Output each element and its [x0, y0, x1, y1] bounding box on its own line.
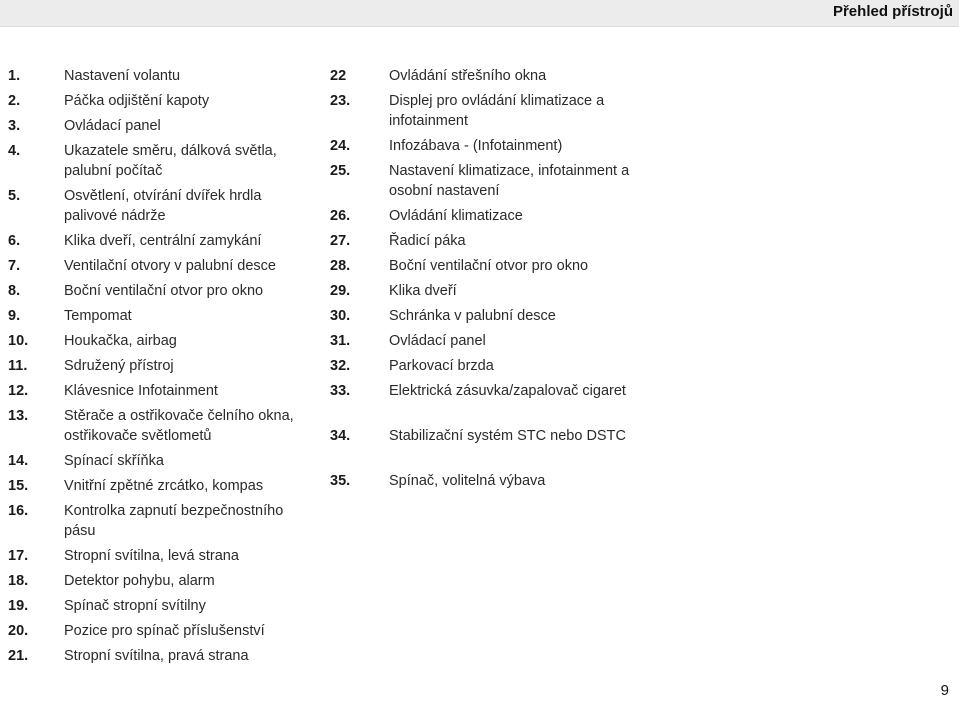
page-title: Přehled přístrojů	[832, 3, 953, 20]
item-text: Boční ventilační otvor pro okno	[389, 258, 589, 274]
item-text: Boční ventilační otvor pro okno	[64, 283, 264, 299]
list-item	[8, 116, 308, 141]
item-text: Infozábava - (Infotainment)	[389, 138, 563, 154]
item-number: 30.	[330, 308, 351, 324]
item-number: 33.	[330, 383, 351, 399]
item-text: Sdružený přístroj	[64, 358, 174, 374]
list-item	[330, 471, 630, 496]
item-text: Klika dveří	[389, 283, 457, 299]
list-item	[330, 306, 630, 331]
item-text: Stabilizační systém STC nebo DSTC	[389, 428, 626, 444]
list-item	[8, 91, 308, 116]
item-text: Elektrická zásuvka/zapalovač cigaret	[389, 383, 626, 399]
list-item	[8, 141, 308, 186]
list-item	[330, 91, 630, 136]
item-number: 8.	[8, 283, 21, 299]
list-item	[330, 426, 630, 471]
item-number: 16.	[8, 503, 29, 519]
list-item	[330, 231, 630, 256]
list-item	[8, 571, 308, 596]
list-item	[8, 186, 308, 231]
list-item	[8, 356, 308, 381]
list-item	[8, 231, 308, 256]
item-number: 1.	[8, 68, 21, 84]
item-number: 3.	[8, 118, 21, 134]
item-text: Řadicí páka	[389, 233, 466, 249]
item-text: Detektor pohybu, alarm	[64, 573, 215, 589]
item-number: 35.	[330, 473, 351, 489]
item-text: Displej pro ovládání klimatizace a infotainment	[389, 93, 605, 129]
item-number: 4.	[8, 143, 21, 159]
list-item	[8, 546, 308, 571]
item-text: Klávesnice Infotainment	[64, 383, 218, 399]
item-number: 20.	[8, 623, 29, 639]
item-text: Ventilační otvory v palubní desce	[64, 258, 276, 274]
list-item	[8, 281, 308, 306]
item-text: Stropní svítilna, pravá strana	[64, 648, 249, 664]
list-item	[330, 381, 630, 426]
item-number: 13.	[8, 408, 29, 424]
list-item	[330, 136, 630, 161]
item-number: 29.	[330, 283, 351, 299]
item-text: Ovládání klimatizace	[389, 208, 523, 224]
item-number: 11.	[8, 358, 28, 374]
list-item	[8, 451, 308, 476]
list-item	[330, 66, 630, 91]
list-item	[330, 356, 630, 381]
list-item	[330, 161, 630, 206]
item-number: 23.	[330, 93, 351, 109]
list-item	[330, 331, 630, 356]
item-text: Houkačka, airbag	[64, 333, 177, 349]
item-number: 9.	[8, 308, 21, 324]
item-text: Ovládací panel	[64, 118, 161, 134]
item-text: Nastavení volantu	[64, 68, 181, 84]
item-number: 22	[330, 68, 347, 84]
item-number: 7.	[8, 258, 21, 274]
legend-right-column	[330, 66, 630, 496]
item-number: 10.	[8, 333, 29, 349]
item-number: 27.	[330, 233, 351, 249]
item-number: 17.	[8, 548, 29, 564]
item-number: 15.	[8, 478, 29, 494]
item-text: Stropní svítilna, levá strana	[64, 548, 239, 564]
list-item	[8, 406, 308, 451]
header-bar	[0, 0, 959, 27]
list-item	[8, 66, 308, 91]
item-number: 6.	[8, 233, 21, 249]
item-text: Spínací skříňka	[64, 453, 164, 469]
item-number: 12.	[8, 383, 29, 399]
item-number: 31.	[330, 333, 351, 349]
item-text: Pozice pro spínač příslušenství	[64, 623, 265, 639]
list-item	[8, 331, 308, 356]
list-item	[330, 206, 630, 231]
item-text: Spínač stropní svítilny	[64, 598, 206, 614]
item-number: 5.	[8, 188, 21, 204]
list-item	[8, 646, 308, 671]
item-number: 28.	[330, 258, 351, 274]
list-item	[8, 501, 308, 546]
item-text: Schránka v palubní desce	[389, 308, 556, 324]
list-item	[8, 596, 308, 621]
item-number: 21.	[8, 648, 29, 664]
item-number: 24.	[330, 138, 351, 154]
item-text: Ukazatele směru, dálková světla, palubní počítač	[64, 143, 277, 179]
list-item	[8, 256, 308, 281]
item-number: 26.	[330, 208, 351, 224]
list-item	[8, 476, 308, 501]
item-text: Vnitřní zpětné zrcátko, kompas	[64, 478, 264, 494]
item-text: Nastavení klimatizace, infotainment a osobní nastavení	[389, 163, 630, 199]
item-text: Stěrače a ostřikovače čelního okna, ostřikovače světlometů	[64, 408, 294, 444]
item-text: Kontrolka zapnutí bezpečnostního pásu	[64, 503, 284, 539]
item-text: Klika dveří, centrální zamykání	[64, 233, 262, 249]
item-text: Tempomat	[64, 308, 132, 324]
item-number: 25.	[330, 163, 351, 179]
item-number: 2.	[8, 93, 21, 109]
item-number: 19.	[8, 598, 29, 614]
item-text: Spínač, volitelná výbava	[389, 473, 546, 489]
list-item	[8, 306, 308, 331]
item-text: Ovládání střešního okna	[389, 68, 547, 84]
item-text: Osvětlení, otvírání dvířek hrdla palivové nádrže	[64, 188, 262, 224]
page-number: 9	[940, 682, 949, 699]
item-number: 18.	[8, 573, 29, 589]
list-item	[330, 281, 630, 306]
list-item	[330, 256, 630, 281]
item-number: 34.	[330, 428, 351, 444]
item-text: Parkovací brzda	[389, 358, 494, 374]
item-number: 32.	[330, 358, 351, 374]
legend-left-column	[8, 66, 308, 671]
list-item	[8, 621, 308, 646]
list-item	[8, 381, 308, 406]
item-text: Ovládací panel	[389, 333, 486, 349]
item-number: 14.	[8, 453, 29, 469]
item-text: Páčka odjištění kapoty	[64, 93, 210, 109]
